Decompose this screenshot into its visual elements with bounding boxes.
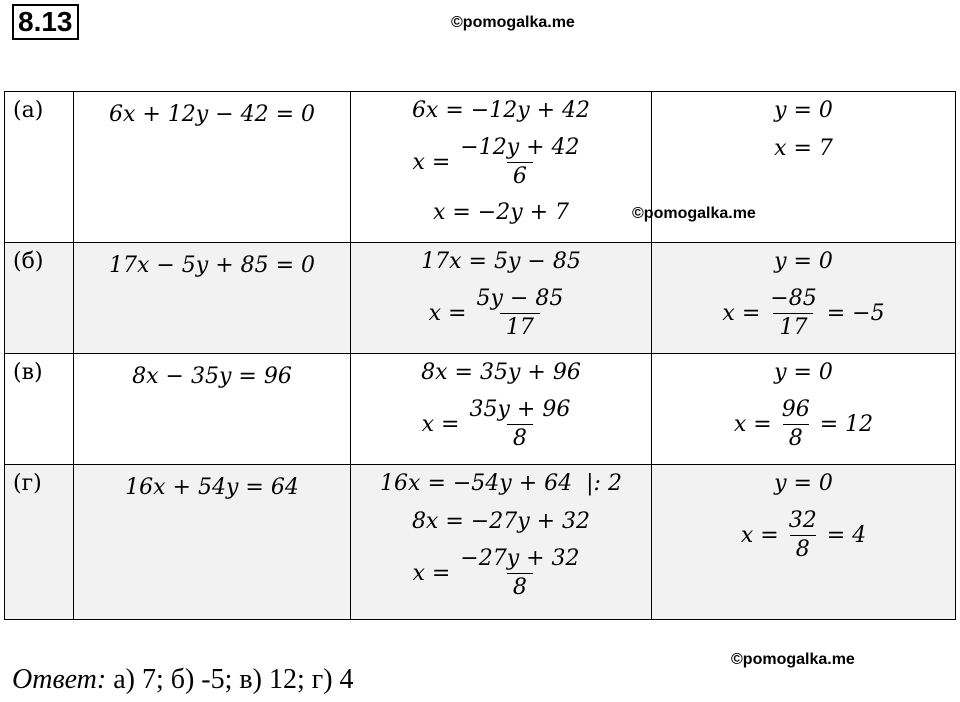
fraction [454, 545, 585, 602]
transform-cell [351, 465, 652, 620]
step-line: 8x = 35y + 96 [421, 360, 581, 385]
fraction [454, 134, 585, 191]
fraction-lhs: x = [428, 300, 467, 326]
step-line: 16x = −54y + 64 |: 2 [380, 471, 622, 496]
fraction-line [351, 541, 651, 605]
fraction-line [351, 281, 651, 345]
row-label: (в) [13, 360, 43, 385]
transform-cell [351, 354, 652, 465]
fraction-lhs: x = [412, 149, 451, 175]
equation: 17x − 5y + 85 = 0 [108, 253, 316, 278]
step-line: 8x = −27y + 32 [411, 509, 591, 534]
numerator: 96 [781, 396, 810, 422]
numerator: −27y + 32 [460, 545, 580, 571]
table-row-d [5, 465, 956, 620]
answer-label: Ответ: [12, 664, 107, 695]
task-number: 8.13 [12, 4, 79, 40]
transform-cell [351, 243, 652, 354]
result-cell [652, 354, 956, 465]
result-cell [652, 243, 956, 354]
denominator: 8 [790, 535, 816, 564]
result-cell [652, 465, 956, 620]
fraction-line [652, 281, 955, 345]
row-label: (б) [13, 249, 44, 274]
fraction [776, 396, 816, 453]
denominator: 8 [507, 573, 533, 602]
fraction [783, 507, 823, 564]
numerator: −85 [770, 285, 817, 311]
watermark-top: ©pomogalka.me [451, 14, 575, 31]
fraction [764, 285, 822, 342]
denominator: 8 [783, 424, 809, 453]
equation: 8x − 35y = 96 [132, 364, 292, 389]
table-row-c [5, 354, 956, 465]
result-line: y = 0 [774, 249, 833, 274]
fraction-rhs: = 12 [819, 411, 874, 437]
fraction-lhs: x = [733, 411, 772, 437]
equation: 6x + 12y − 42 = 0 [108, 102, 316, 127]
numerator: 5y − 85 [476, 285, 564, 311]
numerator: 35y + 96 [469, 396, 571, 422]
fraction-line [351, 392, 651, 456]
solution-table [4, 91, 956, 620]
fraction-line [351, 130, 651, 194]
step-line: x = −2y + 7 [432, 200, 570, 225]
transform-cell [351, 92, 652, 243]
row-label: (г) [13, 471, 42, 496]
numerator: 32 [788, 507, 817, 533]
fraction [464, 396, 577, 453]
fraction-rhs: = −5 [826, 300, 885, 326]
denominator: 8 [507, 424, 533, 453]
watermark-bottom: ©pomogalka.me [731, 651, 855, 668]
table-row-b [5, 243, 956, 354]
denominator: 6 [507, 162, 533, 191]
equation: 16x + 54y = 64 [125, 475, 299, 500]
step-line: 17x = 5y − 85 [421, 249, 581, 274]
fraction-line [652, 503, 955, 567]
result-line: x = 7 [774, 136, 833, 161]
numerator: −12y + 42 [460, 134, 580, 160]
denominator: 17 [500, 313, 540, 342]
fraction-lhs: x = [722, 300, 761, 326]
row-label: (а) [13, 98, 44, 123]
denominator: 17 [773, 313, 813, 342]
fraction [471, 285, 570, 342]
watermark-middle: ©pomogalka.me [632, 205, 756, 222]
fraction-lhs: x = [412, 560, 451, 586]
fraction-rhs: = 4 [826, 522, 867, 548]
result-line: y = 0 [774, 360, 833, 385]
fraction-line [652, 392, 955, 456]
step-line: 6x = −12y + 42 [411, 98, 591, 123]
result-line: y = 0 [774, 471, 833, 496]
fraction-lhs: x = [740, 522, 779, 548]
fraction-lhs: x = [421, 411, 460, 437]
table-row-a [5, 92, 956, 243]
answer-line [12, 664, 354, 696]
answer-text: а) 7; б) -5; в) 12; г) 4 [106, 664, 354, 695]
result-line: y = 0 [774, 98, 833, 123]
